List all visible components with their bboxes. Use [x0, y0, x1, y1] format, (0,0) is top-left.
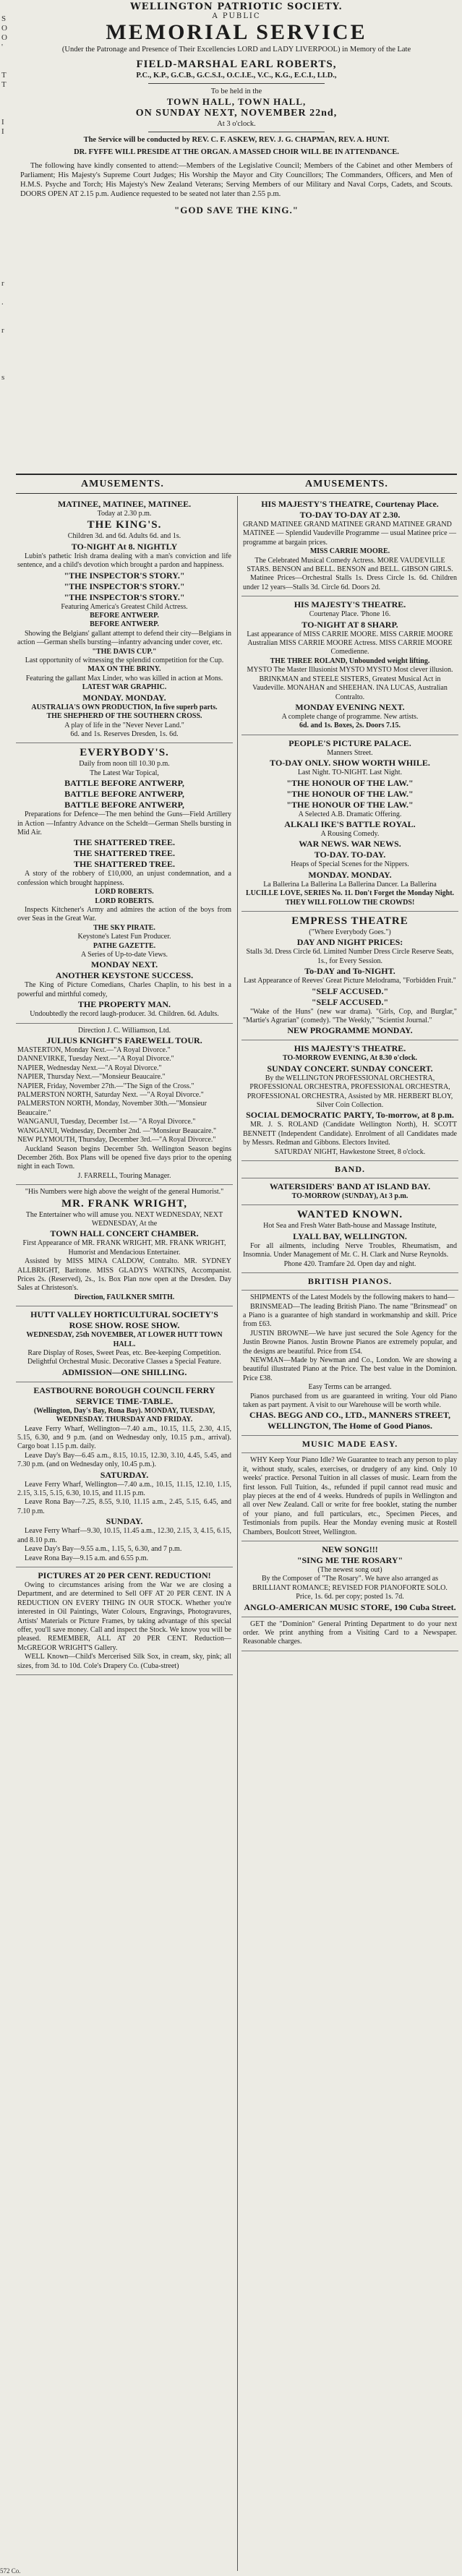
ad-line: (The newest song out) — [317, 1566, 382, 1575]
margin-fragment-top — [1, 14, 10, 137]
ad-line: A play of life in the "Never Never Land." — [64, 721, 184, 729]
advertisement — [241, 1453, 458, 1541]
ad-line: NAPIER, Friday, November 27th.—"The Sign of the Cross." — [17, 1082, 194, 1090]
ad-line: TO-MORROW (SUNDAY), At 3 p.m. — [291, 1192, 408, 1201]
section-heading: MUSIC MADE EASY. — [241, 1436, 458, 1453]
divider-rule — [148, 83, 325, 84]
ad-line: LATEST WAR GRAPHIC. — [82, 683, 167, 692]
ad-line: MAX ON THE BRINY. — [87, 665, 161, 674]
ad-line: "SELF ACCUSED." — [311, 996, 389, 1007]
footer-mark: 572 Co. — [0, 2567, 21, 2575]
ad-line: MR. J. S. ROLAND (Candidate Wellington North), H. SCOTT BENNETT (Independent Candidate). Enrolment of all Candidates made by Messrs. Redman and Gibbons. Electors Invited. — [243, 1121, 457, 1147]
ad-line: Leave Ferry Wharf—9.30, 10.15, 11.45 a.m., 12.30, 2.15, 3, 4.15, 6.15, and 8.10 p.m. — [17, 1527, 231, 1544]
ad-line: WANGANUI, Wednesday, December 2nd. —"Monsieur Beaucaire." — [17, 1126, 217, 1135]
ad-line: LORD ROBERTS. — [95, 897, 154, 905]
ad-line: WANTED KNOWN. — [296, 1209, 403, 1221]
ad-line: WAR NEWS. WAR NEWS. — [299, 839, 401, 850]
ad-line: BEFORE ANTWERP. — [90, 612, 159, 620]
field-marshal-name: FIELD-MARSHAL EARL ROBERTS, — [136, 59, 337, 70]
ad-line: Last appearance of MISS CARRIE MOORE. MISS CARRIE MOORE Australian MISS CARRIE MOORE Actress. MISS CARRIE MOORE Comedienne. — [247, 630, 453, 656]
ad-line: TOWN HALL CONCERT CHAMBER. — [50, 1228, 199, 1239]
ad-line: NEW PLYMOUTH, Thursday, December 3rd.—"A Royal Divorce." — [17, 1136, 216, 1144]
ad-line: "THE DAVIS CUP." — [92, 647, 157, 656]
ad-line: SOCIAL DEMOCRATIC PARTY, To-morrow, at 8 p.m. — [246, 1110, 454, 1121]
ad-line: "His Numbers were high above the weight of the general Humorist." — [25, 1188, 224, 1197]
ad-line: WATERSIDERS' BAND AT ISLAND BAY. — [269, 1181, 431, 1192]
ad-line: GRAND MATINEE GRAND MATINEE GRAND MATINEE GRAND MATINEE — Splendid Vaudeville Programme — usual Matinee price — programme at bargain prices. — [243, 521, 457, 547]
amusements-heading-left: AMUSEMENTS. — [81, 479, 164, 489]
advertisement — [241, 496, 458, 596]
attendance-body: The following have kindly consented to attend:—Members of the Legislative Council; Members of the Cabinet and other Members of Parliament; His Majesty's Supreme Court Judges; His Worship the Mayor and City Councillors; The Commanders, Officers, and Men of H.M.S. Psyche and Torch; His Majesty's New Zealand Veterans; Serving Members of our Military and Naval Corps, Cadets, and Scouts. DOORS OPEN AT 2.15 p.m. Audience requested to be seated not later than 2.55 p.m. — [20, 162, 453, 198]
ad-line: TO-DAY. TO-DAY. — [314, 850, 386, 860]
ad-line: MATINEE, MATINEE, MATINEE. — [57, 499, 192, 509]
ad-line: The King of Picture Comedians, Charles Chaplin, to his best in a powerful and mirthful comedy, — [17, 981, 231, 998]
ad-line: EVERYBODY'S. — [80, 747, 169, 759]
ad-line: Easy Terms can be arranged. — [308, 1383, 392, 1392]
ad-line: THE KING'S. — [87, 519, 162, 531]
ad-line: "THE INSPECTOR'S STORY." — [64, 570, 185, 581]
ad-line: PATHE GAZETTE. — [93, 941, 156, 950]
ad-line: MONDAY. MONDAY. — [308, 869, 392, 880]
margin-fragment-bottom — [1, 260, 10, 382]
ad-line: TO-MORROW EVENING, At 8.30 o'clock. — [282, 1054, 418, 1063]
advertisement — [241, 1205, 458, 1273]
ad-line: To-DAY and To-NIGHT. — [304, 966, 395, 977]
ad-line: WEDNESDAY, 25th NOVEMBER, AT LOWER HUTT TOWN HALL. — [26, 1331, 223, 1348]
ad-line: SUNDAY. — [106, 1516, 143, 1527]
ad-line: Featuring the gallant Max Linder, who was killed in action at Mons. — [25, 674, 223, 682]
ad-line: Hot Sea and Fresh Water Bath-house and Massage Institute, — [263, 1222, 437, 1231]
ad-line: EMPRESS THEATRE — [291, 915, 408, 927]
ad-line: BEFORE ANTWERP. — [90, 620, 159, 629]
ad-line: BATTLE BEFORE ANTWERP, — [64, 800, 184, 810]
ad-line: Undoubtedly the record laugh-producer. 3d. Children. 6d. Adults. — [30, 1010, 219, 1019]
ad-line: La Ballerina La Ballerina La Ballerina Dancer. La Ballerina — [263, 880, 437, 889]
ad-line: Children 3d. and 6d. Adults 6d. and 1s. — [67, 532, 181, 541]
ad-line: Direction J. C. Williamson, Ltd. — [77, 1026, 171, 1035]
society-name: WELLINGTON PATRIOTIC SOCIETY. — [130, 1, 343, 12]
ad-line: A Series of Up-to-date Views. — [80, 951, 168, 959]
ad-line: ("Where Everybody Goes.") — [309, 928, 391, 936]
ad-line: MISS CARRIE MOORE. — [309, 547, 390, 556]
ad-line: By the Composer of "The Rosary". We have also arranged as BRILLIANT ROMANCE; REVISED FOR PIANOFORTE SOLO. — [252, 1575, 448, 1592]
ad-line: PICTURES AT 20 PER CENT. REDUCTION! — [38, 1570, 211, 1580]
ad-line: A complete change of programme. New artists. — [281, 712, 419, 721]
ad-line: Courtenay Place. 'Phone 16. — [309, 610, 391, 619]
advertisement — [16, 1567, 233, 1675]
ad-line: THE THREE ROLAND, Unbounded weight lifting. — [270, 656, 430, 665]
advertisement — [241, 912, 458, 1040]
ad-line: GET the "Dominion" General Printing Department to do your next order. We print anything from a Visiting Card to a Newspaper. Reasonable charges. — [243, 1619, 457, 1646]
left-column — [16, 496, 233, 2571]
section-heading: BRITISH PIANOS. — [241, 1273, 458, 1291]
ad-line: ANOTHER KEYSTONE SUCCESS. — [55, 970, 194, 981]
ad-line: LUCILLE LOVE, SERIES No. 11. Don't Forget the Monday Night. THEY WILL FOLLOW THE CROWDS! — [245, 889, 455, 907]
ad-line: Rare Display of Roses, Sweet Peas, etc. Bee-keeping Competition. Delightful Orchestral Music. Decorative Classes a Special Feature. — [27, 1349, 221, 1366]
ad-line: Leave Rona Bay—9.15 a.m. and 6.55 p.m. — [25, 1554, 149, 1562]
ad-line: Heaps of Special Scenes for the Nippers. — [291, 860, 409, 869]
ad-line: MONDAY NEXT. — [90, 959, 158, 970]
ad-line: THE PROPERTY MAN. — [77, 999, 171, 1010]
ad-line: Price, 1s. 6d. per copy; posted 1s. 7d. — [296, 1593, 404, 1601]
ad-line: Manners Street. — [327, 748, 373, 757]
ad-line: Last Night. TO-NIGHT. Last Night. — [297, 769, 403, 777]
ad-line: NAPIER, Wednesday Next.—"A Royal Divorce." — [17, 1064, 162, 1072]
ad-line: Leave Day's Bay—6.45 a.m., 8.15, 10.15, 12.30, 3.10, 4.45, 5.45, and 7.30 p.m. (and on Wednesday only, 10.45 p.m.). — [17, 1451, 231, 1469]
ad-line: A Rousing Comedy. — [320, 829, 380, 838]
ad-line: NEWMAN—Made by Newman and Co., London. We are showing a beautiful illustrated Piano at the Price. The best value in the Dominion. Price £38. — [243, 1356, 457, 1382]
margin-letters-b: r . r s — [1, 279, 5, 382]
ad-line: BATTLE BEFORE ANTWERP, — [64, 789, 184, 800]
ad-line: HIS MAJESTY'S THEATRE, Courtenay Place. — [261, 499, 439, 509]
anthem-text: "GOD SAVE THE KING." — [174, 205, 299, 215]
ad-line: "THE HONOUR OF THE LAW." — [286, 777, 414, 788]
ad-line: Last opportunity of witnessing the splendid competition for the Cup. — [25, 656, 224, 665]
advertisement — [241, 1291, 458, 1436]
ad-line: "SING ME THE ROSARY" — [296, 1555, 403, 1566]
ad-line: BRINSMEAD—The leading British Piano. The name "Brinsmead" on a Piano is a guarantee of high standard in workmanship and skill. Price from £63. — [243, 1302, 457, 1329]
organ-notice: DR. FYFFE WILL PRESIDE AT THE ORGAN. A MASSED CHOIR WILL BE IN ATTENDANCE. — [74, 148, 399, 156]
ad-line: J. FARRELL, Touring Manager. — [77, 1171, 171, 1180]
ad-line: LORD ROBERTS. — [95, 888, 154, 897]
ad-line: Direction, FAULKNER SMITH. — [74, 1293, 175, 1301]
ad-line: By the WELLINGTON PROFESSIONAL ORCHESTRA, PROFESSIONAL ORCHESTRA, PROFESSIONAL ORCHESTRA, PROFESSIONAL ORCHESTRA, Assisted by MR. HERBERT BLOY, Silver Coin Collection. — [247, 1074, 453, 1110]
ad-line: SATURDAY. — [100, 1469, 149, 1480]
ad-line: NEW PROGRAMME MONDAY. — [287, 1025, 413, 1036]
ad-line: WHY Keep Your Piano Idle? We Guarantee to teach any person to play it, without study, scales, exercises, or drudgery of any kind. Only 10 weeks' practice. Personal Tuition in all classes of music. Learn from the first lesson. Full Tuition, 4s., refunded if pupil cannot read music and play pieces at the end of 4 weeks. Hundreds of pupils in Wellington and all over New Zealand. Call or write for free booklet, stating the number of your piano, and full particulars, etc., Specimen Pieces, and Testimonials from pupils. Hear the Monday evening music at Rostell Chambers, Boulcott Street, Wellington. — [243, 1456, 457, 1536]
ad-line: A story of the robbery of £10,000, an unjust condemnation, and a confession which brought happiness. — [17, 870, 231, 887]
column-divider — [237, 496, 238, 2571]
ad-line: The Entertainer who will amuse you. NEXT WEDNESDAY, NEXT WEDNESDAY, At the — [25, 1210, 223, 1228]
advertisement — [241, 596, 458, 735]
ad-line: MONDAY EVENING NEXT. — [295, 701, 405, 712]
ad-line: "THE HONOUR OF THE LAW." — [286, 799, 414, 810]
ad-line: 6d. and 1s. Reserves Dresden, 1s. 6d. — [70, 729, 179, 738]
ad-line: WANGANUI, Tuesday, December 1st.— "A Royal Divorce." — [17, 1118, 196, 1126]
ad-line: TO-DAY ONLY. SHOW WORTH WHILE. — [270, 758, 430, 769]
advertisement — [16, 1306, 233, 1382]
ad-line: HIS MAJESTY'S THEATRE. — [294, 1043, 406, 1054]
advertisement — [16, 1024, 233, 1186]
ad-line: CHAS. BEGG AND CO., LTD., MANNERS STREET, WELLINGTON, The Home of Good Pianos. — [249, 1410, 451, 1432]
ad-line: THE SHATTERED TREE. — [74, 848, 175, 859]
ad-line: JUSTIN BROWNE—We have just secured the Sole Agency for the Justin Browne Pianos. Justin Browne Pianos are extremely popular, and the designs are beautiful. Price from £54. — [243, 1329, 457, 1356]
ad-line: Stalls 3d. Dress Circle 6d. Limited Number Dress Circle Reserve Seats, 1s., for Every Session. — [246, 948, 454, 965]
advertisement — [16, 743, 233, 1023]
ad-line: JULIUS KNIGHT'S FAREWELL TOUR. — [46, 1035, 202, 1046]
ad-line: Daily from noon till 10.30 p.m. — [79, 760, 170, 769]
ad-line: Auckland Season begins December 5th. Wellington Season begins December 26th. Box Plans will be opened five days prior to the opening night in each Town. — [17, 1144, 231, 1171]
ad-line: Matinee Prices—Orchestral Stalls 1s. Dress Circle 1s. 6d. Children under 12 years—Stalls 3d. Circle 6d. Doors 2d. — [243, 574, 457, 591]
ad-line: ADMISSION—ONE SHILLING. — [61, 1366, 187, 1377]
advertisement — [241, 735, 458, 912]
ad-line: For all ailments, including Nerve Troubles, Rheumatism, and Insomnia. Under Management of Mr. C. H. Clark and Nurse Reynolds. — [243, 1241, 457, 1259]
ad-line: Assisted by MISS MINA CALDOW, Contralto. MR. SYDNEY ALLBRIGHT, Baritone. MISS GLADYS WATKINS, Accompanist. Prices 2s. (Reserved), 2s., 1s. Box Plan now open at the Dresden. Day Sales at Christeson's. — [17, 1257, 231, 1293]
ad-line: "THE INSPECTOR'S STORY." — [64, 581, 185, 591]
ad-line: SUNDAY CONCERT. SUNDAY CONCERT. — [267, 1063, 433, 1074]
ad-line: First Appearance of MR. FRANK WRIGHT, MR. FRANK WRIGHT, Humorist and Mendacious Entertainer. — [22, 1239, 226, 1257]
right-column — [241, 496, 458, 2571]
ad-line: Phone 420. Tramfare 2d. Open day and night. — [283, 1259, 416, 1268]
ad-line: TO-DAY TO-DAY AT 2.30. — [299, 510, 401, 520]
ad-line: Inspects Kitchener's Army and admires the action of the boys from over Seas in the Great War. — [17, 905, 231, 923]
ad-line: Leave Ferry Wharf, Wellington—7.40 a.m., 10.15, 11.15, 12.10, 1.15, 2.15, 3.15, 5.15, 6.30, 10.15, and 11.15 p.m. — [17, 1480, 231, 1498]
ad-line: AUSTRALIA'S OWN PRODUCTION, In five superb parts. — [31, 703, 218, 711]
ad-line: "Wake of the Huns" (new war drama). "Girls, Cop, and Burglar," "Martie's Agrarian" (comedy). "The Weekly," "Scientist Journal." — [243, 1007, 457, 1024]
time-text: At 3 o'clock. — [217, 120, 256, 128]
a-public-label: A PUBLIC — [212, 12, 261, 20]
ad-line: THE SHEPHERD OF THE SOUTHERN CROSS. — [46, 712, 202, 721]
ad-line: TO-NIGHT At 8. NIGHTLY — [71, 541, 178, 552]
ad-line: Preparations for Defence—The men behind the Guns—Field Artillery in Action —Infantry Advance on the Scheldt—German Shells bursting in Mid Air. — [17, 810, 231, 836]
ad-line: Keystone's Latest Fun Producer. — [77, 933, 171, 941]
advertisement — [241, 1178, 458, 1205]
ad-line: LYALL BAY, WELLINGTON. — [293, 1231, 407, 1241]
ad-line: PALMERSTON NORTH, Saturday Next. —"A Royal Divorce." — [17, 1091, 204, 1100]
ad-line: PEOPLE'S PICTURE PALACE. — [288, 737, 411, 748]
ad-line: Showing the Belgians' gallant attempt to defend their city—Belgians in action —German shells bursting—infantry advancing under cover, etc. — [17, 629, 231, 647]
ad-line: MONDAY. MONDAY. — [82, 692, 166, 703]
ad-line: HUTT VALLEY HORTICULTURAL SOCIETY'S — [30, 1309, 218, 1320]
ad-line: Pianos purchased from us are guaranteed in writing. Your old Piano taken as part payment. A visit to our Warehouse will be worth while. — [243, 1392, 457, 1409]
ad-line: THE SHATTERED TREE. — [74, 837, 175, 848]
ad-line: NEW SONG!!! — [322, 1544, 378, 1555]
advertisement — [241, 1617, 458, 1651]
advertisement — [16, 1185, 233, 1306]
ad-line: MYSTO The Master Illusionist MYSTO MYSTO Most clever illusion. BRINKMAN and STEELE SISTERS, Greatest Musical Act in Vaudeville. MONAHAN and SHEEHAN. INA LUCAS, Australian Contralto. — [247, 666, 453, 701]
ad-line: Lubin's pathetic Irish drama dealing with a man's conviction and life sentence, and a child's devotion which brought a pardon and happiness. — [17, 552, 231, 570]
advertisement — [16, 496, 233, 743]
ad-line: THE SHATTERED TREE. — [74, 859, 175, 870]
amusements-heading-right: AMUSEMENTS. — [305, 479, 388, 489]
ad-line: PALMERSTON NORTH, Monday, November 30th.—"Monsieur Beaucaire." — [17, 1100, 207, 1117]
ad-line: EASTBOURNE BOROUGH COUNCIL FERRY SERVICE TIME-TABLE. — [33, 1385, 215, 1406]
patronage-text: (Under the Patronage and Presence of Their Excellencies LORD and LADY LIVERPOOL) in Memory of the Late — [61, 46, 411, 54]
ad-line: ALKALI IKE'S BATTLE ROYAL. — [284, 818, 416, 829]
ad-line: 6d. and 1s. Boxes, 2s. Doors 7.15. — [299, 722, 401, 730]
ad-line: Featuring America's Greatest Child Actress. — [61, 602, 188, 611]
section-heading: BAND. — [241, 1161, 458, 1178]
conducted-by: The Service will be conducted by REV. C. F. ASKEW, REV. J. G. CHAPMAN, REV. A. HUNT. — [83, 136, 390, 144]
advertisement — [241, 1040, 458, 1161]
ad-line: A Selected A.B. Dramatic Offering. — [298, 810, 402, 818]
ad-line: TO-NIGHT AT 8 SHARP. — [301, 619, 398, 630]
advertisement — [16, 1382, 233, 1567]
ad-line: Leave Ferry Wharf, Wellington—7.40 a.m., 10.15, 11.5, 2.30, 4.15, 5.15, 6.30, and 9 p.m. (and on Wednesday only, 10.15 p.m., arrival). Cargo boat 1.15 p.m. daily. — [17, 1424, 231, 1451]
ad-line: WELL Known—Child's Mercerised Silk Sox, in cream, sky, pink; all sizes, from 3d. to 10d. Cole's Drapery Co. (Cuba-street) — [17, 1653, 231, 1670]
memorial-title: MEMORIAL SERVICE — [106, 20, 367, 44]
date-text: ON SUNDAY NEXT, NOVEMBER 22nd, — [135, 108, 338, 119]
venue-text: TOWN HALL, TOWN HALL, — [166, 96, 307, 107]
ad-line: DAY AND NIGHT PRICES: — [296, 937, 403, 948]
ad-line: SATURDAY NIGHT, Hawkestone Street, 8 o'clock. — [274, 1147, 426, 1156]
ad-line: MASTERTON, Monday Next.—"A Royal Divorce." — [17, 1046, 171, 1055]
ad-line: (Wellington, Day's Bay, Rona Bay). MONDAY, TUESDAY, WEDNESDAY. THURSDAY AND FRIDAY. — [33, 1406, 215, 1424]
ad-line: HIS MAJESTY'S THEATRE. — [294, 599, 406, 610]
to-be-held: To be held in the — [210, 87, 262, 95]
amusements-header-bar — [16, 477, 457, 494]
ad-line: "THE HONOUR OF THE LAW." — [286, 788, 414, 799]
advertisement — [241, 1541, 458, 1617]
honours-text: P.C., K.P., G.C.B., G.C.S.I., O.C.I.E., V.C., K.G., E.C.I., LLD., — [136, 72, 337, 80]
margin-letters-a: S O O ' T T I I — [1, 14, 7, 136]
ad-line: Leave Rona Bay—7.25, 8.55, 9.10, 11.15 a.m., 2.45, 5.15, 6.45, and 7.10 p.m. — [17, 1498, 231, 1515]
ad-line: "SELF ACCUSED." — [311, 985, 389, 996]
ad-line: NAPIER, Thursday Next.—"Monsieur Beaucaire." — [17, 1073, 166, 1082]
ad-line: The Latest War Topical, — [90, 769, 159, 777]
ad-line: ROSE SHOW. ROSE SHOW. — [69, 1320, 180, 1331]
ad-line: The Celebrated Musical Comedy Actress. MORE VAUDEVILLE STARS. BENSON and BELL. BENSON and BELL. GIBSON GIRLS. — [247, 556, 453, 574]
ad-line: ANGLO-AMERICAN MUSIC STORE, 190 Cuba Street. — [244, 1601, 456, 1612]
ad-line: BATTLE BEFORE ANTWERP, — [64, 778, 184, 789]
ad-line: DANNEVIRKE, Tuesday Next.—"A Royal Divorce." — [17, 1055, 174, 1064]
ad-line: MR. FRANK WRIGHT, — [61, 1197, 187, 1210]
ad-line: "THE INSPECTOR'S STORY." — [64, 591, 185, 602]
ad-line: SHIPMENTS of the Latest Models by the following makers to hand— — [250, 1293, 455, 1302]
memorial-service-notice — [16, 0, 457, 475]
ad-line: Today at 2.30 p.m. — [97, 510, 152, 518]
ad-line: Leave Day's Bay—9.55 a.m., 1.15, 5, 6.30, and 7 p.m. — [25, 1545, 182, 1554]
ad-line: Last Appearance of Reeves' Great Picture Melodrama, "Forbidden Fruit." — [244, 977, 456, 985]
ad-line: THE SKY PIRATE. — [93, 923, 155, 932]
ad-line: Owing to circumstances arising from the War we are closing a Department, and are determined to Sell OFF AT 20 PER CENT. IN A REDUCTION ON EVERY THING IN OUR STOCK. Whether you're interested in Oil Paintings, Water Colours, Engravings, Photogravures, Artists' Materials or Picture Frames, by taking advantage of this special offer, you'll save money. Call and inspect the Stock. We know you will be pleased. REMEMBER, ALL AT 20 PER CENT. Reduction—McGREGOR WRIGHT'S Gallery. — [17, 1580, 231, 1652]
